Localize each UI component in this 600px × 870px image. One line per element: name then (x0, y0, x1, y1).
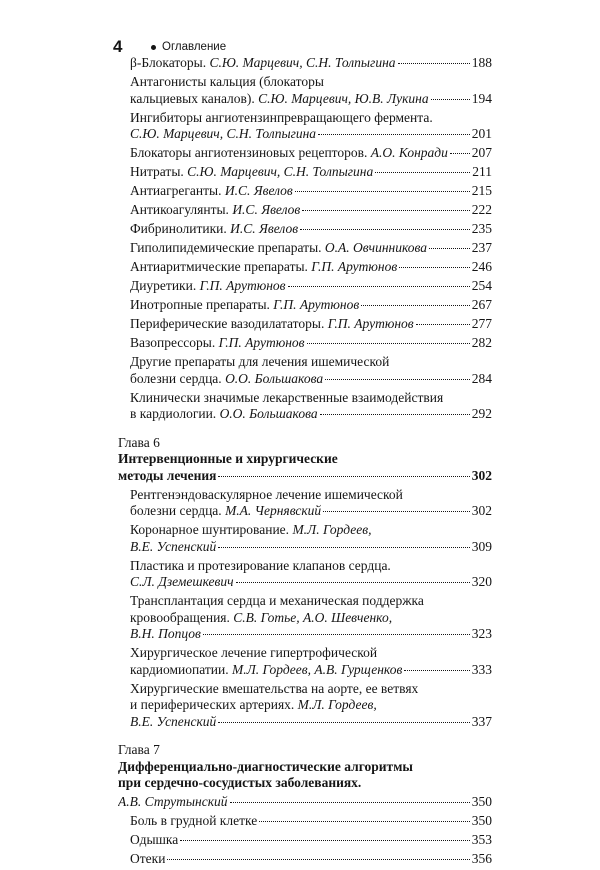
entry-line (130, 390, 492, 407)
entry-line (130, 539, 492, 556)
entry-page-number: 320 (471, 574, 492, 589)
entry-title: болезни сердца. (130, 370, 226, 386)
entry-text (130, 316, 414, 333)
dot-leader (450, 153, 470, 154)
dot-leader (288, 286, 470, 287)
entry-line (130, 316, 492, 333)
entry-line (130, 91, 492, 108)
entry-text (130, 714, 216, 731)
dot-leader (431, 99, 470, 100)
dot-leader (323, 511, 470, 512)
entry-author: И.С. Явелов (232, 202, 301, 217)
entry-page-number: 309 (471, 538, 492, 554)
entry-title: кардиомиопатии. (130, 661, 232, 677)
entry-author: М.А. Чернявский (225, 503, 322, 518)
dot-leader (236, 582, 470, 583)
entry-page-number: 356 (471, 851, 492, 866)
toc-entry[interactable] (130, 202, 492, 219)
entry-line (130, 335, 492, 352)
entry-title: Гиполипидемические препараты. (130, 240, 325, 255)
entry-author: И.С. Явелов (224, 183, 293, 198)
entry-page-number: 353 (471, 832, 492, 847)
entry-text (130, 851, 165, 868)
toc-entry[interactable] (130, 221, 492, 238)
section-title: Оглавление (162, 41, 227, 53)
entry-line (130, 681, 492, 698)
entry-text (118, 468, 216, 485)
entry-text (130, 645, 377, 660)
toc-entry[interactable] (130, 522, 492, 555)
entry-text (130, 697, 377, 712)
entry-line (130, 240, 492, 257)
entry-title: Антиаритмические препараты. (130, 259, 312, 274)
entry-author: М.Л. Гордеев, А.В. Гурщенков (232, 661, 403, 677)
entry-line (130, 645, 492, 662)
toc-entry[interactable] (118, 794, 492, 811)
toc-entry[interactable] (130, 183, 492, 200)
entry-text (130, 610, 392, 625)
toc-entry[interactable] (130, 259, 492, 276)
dot-leader (218, 476, 469, 477)
entry-title: Инотропные препараты. (130, 297, 274, 312)
bullet-icon (151, 45, 156, 50)
entry-text (130, 259, 397, 276)
page-number: 4 (113, 37, 123, 56)
entry-author: С.Л. Дземешкевич (130, 574, 234, 589)
entry-title: Пластика и протезирование клапанов сердца. (130, 557, 391, 573)
entry-title: при сердечно-сосудистых заболеваниях. (118, 775, 362, 790)
entry-line (130, 714, 492, 731)
entry-page-number: 215 (471, 183, 492, 198)
entry-page-number: 235 (471, 221, 492, 236)
entry-text (130, 813, 257, 830)
entry-text (130, 335, 305, 352)
entry-author: М.Л. Гордеев, (292, 522, 372, 537)
entry-text (118, 759, 413, 774)
entry-title: Антиагреганты. (130, 183, 225, 198)
entry-text (130, 371, 323, 388)
toc-entry[interactable] (130, 390, 492, 423)
toc-entry[interactable] (130, 316, 492, 333)
entry-line (118, 451, 492, 468)
entry-line (130, 522, 492, 539)
entry-line (130, 183, 492, 200)
toc-entry[interactable] (130, 558, 492, 591)
entry-text (130, 662, 402, 679)
entry-page-number: 246 (471, 259, 492, 274)
entry-line (130, 503, 492, 520)
entry-line (130, 558, 492, 575)
entry-text (130, 406, 318, 423)
entry-title: Хирургические вмешательства на аорте, ее ветвях (130, 680, 419, 696)
entry-text (130, 681, 418, 696)
entry-line (118, 759, 492, 776)
chapter-title[interactable] (118, 759, 492, 792)
entry-author: С.Ю. Марцевич, С.Н. Толпыгина (130, 126, 317, 141)
entry-line (130, 832, 492, 849)
entry-author: С.Ю. Марцевич, С.Н. Толпыгина (209, 55, 396, 70)
entry-text (130, 110, 433, 125)
entry-line (130, 354, 492, 371)
entry-title: болезни сердца. (130, 503, 226, 518)
dot-leader (318, 134, 470, 135)
dot-leader (398, 63, 470, 64)
entry-line (130, 278, 492, 295)
entry-page-number: 284 (471, 370, 492, 386)
entry-author: В.Е. Успенский (130, 538, 217, 554)
entry-title: кровообращения. (130, 609, 234, 625)
entry-line (130, 626, 492, 643)
entry-line (130, 74, 492, 91)
dot-leader (259, 821, 470, 822)
entry-title: Коронарное шунтирование. (130, 522, 293, 537)
toc-entry[interactable] (130, 645, 492, 678)
entry-line (130, 110, 492, 127)
entry-line (118, 775, 492, 792)
entry-author: В.Н. Попцов (130, 626, 201, 641)
entry-line (130, 697, 492, 714)
entry-title: Периферические вазодилататоры. (130, 316, 328, 331)
dot-leader (295, 191, 470, 192)
toc-entry[interactable] (130, 164, 492, 181)
entry-text (130, 539, 216, 556)
entry-title: Хирургическое лечение гипертрофической (130, 645, 378, 660)
entry-author: Г.П. Арутюнов (327, 316, 414, 331)
entry-title: и периферических артериях. (130, 697, 298, 712)
entry-line (130, 164, 492, 181)
entry-text (130, 503, 321, 520)
entry-title: Трансплантация сердца и механическая поддержка (130, 593, 424, 608)
entry-line (130, 259, 492, 276)
entry-text (130, 593, 424, 608)
entry-text (130, 278, 286, 295)
entry-line (130, 371, 492, 388)
chapter-label: Глава 6 (118, 434, 160, 450)
entry-text (130, 202, 300, 219)
entry-author: С.Ю. Марцевич, С.Н. Толпыгина (187, 164, 374, 179)
toc-entry[interactable] (130, 593, 492, 643)
entry-page-number: 277 (471, 316, 492, 331)
entry-line (130, 487, 492, 504)
entry-author: А.В. Струтынский (118, 794, 228, 809)
toc-entry[interactable] (130, 278, 492, 295)
entry-line (130, 610, 492, 627)
dot-leader (416, 324, 470, 325)
entry-page-number: 323 (471, 626, 492, 641)
dot-leader (375, 172, 470, 173)
entry-line (130, 126, 492, 143)
entry-page-number: 207 (471, 145, 492, 160)
entry-text (130, 55, 396, 72)
entry-title: в кардиологии. (130, 406, 220, 421)
entry-text (130, 164, 373, 181)
entry-author: С.Ю. Марцевич, Ю.В. Лукина (258, 90, 429, 106)
entry-line (130, 297, 492, 314)
toc-entry[interactable] (130, 813, 492, 830)
entry-line (130, 55, 492, 72)
entry-line (130, 662, 492, 679)
entry-title: Боль в грудной клетке (130, 813, 258, 828)
entry-title: Антикоагулянты. (130, 202, 233, 217)
entry-text (130, 297, 359, 314)
entry-page-number: 337 (471, 713, 492, 729)
entry-text (130, 574, 234, 591)
entry-page-number: 201 (471, 126, 492, 141)
entry-page-number: 302 (471, 503, 492, 518)
entry-title: Фибринолитики. (130, 221, 231, 236)
entry-page-number: 254 (471, 278, 492, 293)
toc-entry[interactable] (130, 240, 492, 257)
entry-author: О.А. Овчинникова (324, 240, 428, 255)
dot-leader (325, 379, 470, 380)
entry-page-number: 350 (471, 813, 492, 828)
entry-author: О.О. Большакова (219, 406, 318, 421)
entry-line (130, 593, 492, 610)
entry-title: Диуретики. (130, 278, 200, 293)
entry-text (130, 487, 403, 502)
entry-title: Интервенционные и хирургические (118, 451, 338, 466)
dot-leader (218, 547, 469, 548)
dot-leader (180, 840, 469, 841)
entry-author: Г.П. Арутюнов (311, 259, 398, 274)
entry-author: Г.П. Арутюнов (218, 335, 305, 350)
entry-page-number: 211 (472, 164, 492, 179)
entry-title: Отеки (130, 851, 166, 866)
entry-title: Рентгенэндоваскулярное лечение ишемической (130, 486, 403, 502)
entry-page-number: 350 (471, 794, 492, 809)
dot-leader (399, 267, 470, 268)
entry-author: В.Е. Успенский (130, 713, 217, 729)
entry-title: Дифференциально-диагностические алгоритмы (118, 758, 413, 774)
entry-line (118, 794, 492, 811)
toc-entry[interactable] (130, 110, 492, 143)
entry-line (130, 813, 492, 830)
entry-text (130, 221, 298, 238)
toc-entry[interactable] (130, 851, 492, 868)
entry-line (130, 202, 492, 219)
toc-entry[interactable] (130, 335, 492, 352)
toc-entry[interactable] (130, 354, 492, 387)
entry-author: О.О. Большакова (225, 370, 324, 386)
entry-page-number: 292 (471, 406, 492, 421)
dot-leader (404, 670, 469, 671)
entry-line (118, 468, 492, 485)
table-of-contents (118, 55, 492, 870)
entry-text (130, 390, 443, 405)
entry-text (130, 832, 178, 849)
entry-author: М.Л. Гордеев, (297, 697, 377, 712)
entry-text (130, 126, 316, 143)
dot-leader (307, 343, 470, 344)
dot-leader (203, 634, 470, 635)
entry-line (130, 221, 492, 238)
entry-text (130, 240, 427, 257)
entry-title: Другие препараты для лечения ишемической (130, 354, 390, 369)
entry-text (130, 558, 391, 573)
entry-author: Г.П. Арутюнов (199, 278, 286, 293)
entry-title: методы лечения (118, 467, 217, 483)
entry-line (130, 406, 492, 423)
entry-author: Г.П. Арутюнов (273, 297, 360, 312)
entry-title: Одышка (130, 832, 179, 847)
entry-title: Ингибиторы ангиотензинпревращающего фермента. (130, 109, 433, 125)
chapter-title[interactable] (118, 451, 492, 484)
entry-text (130, 183, 293, 200)
chapter-label: Глава 7 (118, 742, 160, 757)
toc-entry[interactable] (130, 74, 492, 107)
toc-entry[interactable] (130, 832, 492, 849)
entry-title: Клинически значимые лекарственные взаимодействия (130, 389, 444, 405)
entry-line (130, 574, 492, 591)
entry-title: Нитраты. (130, 164, 188, 179)
dot-leader (218, 722, 469, 723)
entry-page-number: 194 (471, 90, 492, 106)
entry-text (130, 522, 371, 537)
entry-page-number: 302 (471, 467, 492, 483)
dot-leader (302, 210, 470, 211)
entry-title: Вазопрессоры. (130, 335, 219, 350)
entry-author: С.В. Готье, А.О. Шевченко, (233, 609, 393, 625)
entry-title: кальциевых каналов). (130, 90, 259, 106)
toc-entry[interactable] (130, 487, 492, 520)
entry-title: Антагонисты кальция (блокаторы (130, 74, 324, 89)
entry-page-number: 282 (471, 335, 492, 350)
entry-page-number: 267 (471, 297, 492, 312)
dot-leader (429, 248, 470, 249)
toc-entry[interactable] (130, 55, 492, 72)
toc-entry[interactable] (130, 297, 492, 314)
dot-leader (361, 305, 470, 306)
toc-entry[interactable] (130, 145, 492, 162)
dot-leader (300, 229, 470, 230)
entry-page-number: 333 (471, 661, 492, 677)
entry-title: β-Блокаторы. (130, 55, 210, 70)
entry-author: А.О. Конради (370, 145, 448, 160)
entry-author: И.С. Явелов (230, 221, 299, 236)
entry-text (118, 794, 228, 811)
toc-entry[interactable] (130, 681, 492, 731)
entry-page-number: 237 (471, 240, 492, 255)
entry-text (130, 91, 429, 108)
dot-leader (167, 859, 469, 860)
entry-text (130, 626, 201, 643)
entry-title: Блокаторы ангиотензиновых рецепторов. (130, 145, 371, 160)
entry-text (130, 145, 448, 162)
dot-leader (320, 414, 470, 415)
entry-page-number: 188 (471, 55, 492, 70)
entry-text (118, 451, 338, 466)
entry-line (130, 851, 492, 868)
dot-leader (230, 802, 470, 803)
entry-page-number: 222 (471, 202, 492, 217)
entry-text (118, 775, 361, 790)
entry-text (130, 74, 324, 89)
entry-line (130, 145, 492, 162)
entry-text (130, 354, 389, 369)
